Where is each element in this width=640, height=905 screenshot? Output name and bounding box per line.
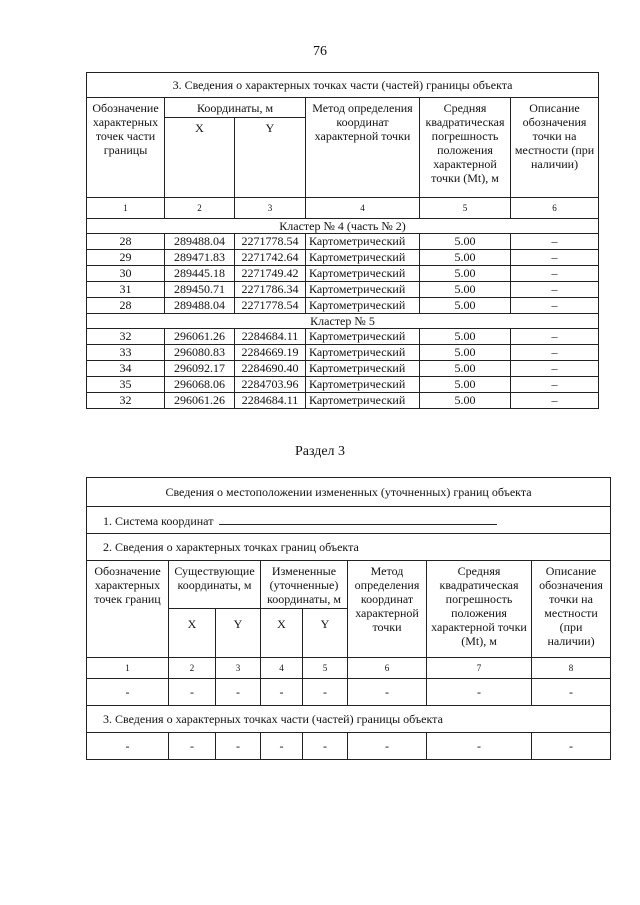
table-title: 3. Сведения о характерных точках части (частей) границы объекта [87,73,599,98]
description: – [511,266,599,282]
column-number: 5 [303,658,348,679]
empty-cell: - [427,733,532,760]
empty-cell: - [303,679,348,706]
table-row [87,282,599,298]
header-existing-y: Y [216,609,261,658]
point-id: 28 [87,298,165,314]
empty-cell: - [261,679,303,706]
header-accuracy: Средняя квадратическая погрешность положения характерной точки (Mt), м [427,561,532,658]
column-number: 4 [261,658,303,679]
method: Картометрический [306,393,420,409]
empty-cell: - [532,679,611,706]
method: Картометрический [306,377,420,393]
column-number: 1 [87,198,165,219]
coord-y: 2271778.54 [235,298,306,314]
coord-x: 296068.06 [165,377,235,393]
accuracy: 5.00 [420,393,511,409]
coord-x: 296061.26 [165,329,235,345]
column-number: 2 [169,658,216,679]
empty-cell: - [216,733,261,760]
column-number: 1 [87,658,169,679]
cluster-label: Кластер № 5 [87,314,599,329]
empty-cell: - [348,733,427,760]
section-title: Раздел 3 [294,444,346,459]
table-row [87,250,599,266]
method: Картометрический [306,282,420,298]
column-number: 7 [427,658,532,679]
coord-x: 289471.83 [165,250,235,266]
page-number: 76 [313,44,327,59]
coord-y: 2271778.54 [235,234,306,250]
header-method: Метод определения координат характерной точки [306,98,420,198]
empty-cell: - [169,679,216,706]
parts-heading: 3. Сведения о характерных точках части (частей) границы объекта [87,706,611,733]
points-heading: 2. Сведения о характерных точках границ объекта [87,534,611,561]
column-number: 8 [532,658,611,679]
accuracy: 5.00 [420,266,511,282]
point-id: 28 [87,234,165,250]
description: – [511,345,599,361]
point-id: 35 [87,377,165,393]
empty-cell: - [87,679,169,706]
empty-cell: - [532,733,611,760]
accuracy: 5.00 [420,345,511,361]
description: – [511,250,599,266]
point-id: 33 [87,345,165,361]
table-row [87,345,599,361]
point-id: 29 [87,250,165,266]
description: – [511,393,599,409]
column-number: 3 [216,658,261,679]
header-changed-y: Y [303,609,348,658]
method: Картометрический [306,234,420,250]
header-points: Обозначение характерных точек части границы [87,98,165,198]
header-x: X [165,118,235,198]
column-number: 2 [165,198,235,219]
header-coords: Координаты, м [165,98,306,118]
description: – [511,361,599,377]
coordinate-system-row [87,507,611,534]
table-row [87,377,599,393]
table-row [87,361,599,377]
header-accuracy: Средняя квадратическая погрешность положения характерной точки (Mt), м [420,98,511,198]
description: – [511,377,599,393]
accuracy: 5.00 [420,250,511,266]
accuracy: 5.00 [420,361,511,377]
header-changed-x: X [261,609,303,658]
coordinate-system-blank [219,512,497,525]
cluster-label: Кластер № 4 (часть № 2) [87,219,599,234]
coord-y: 2284703.96 [235,377,306,393]
point-id: 32 [87,393,165,409]
header-points: Обозначение характерных точек границ [87,561,169,658]
accuracy: 5.00 [420,282,511,298]
empty-cell: - [169,733,216,760]
accuracy: 5.00 [420,329,511,345]
table-row [87,393,599,409]
coord-x: 289450.71 [165,282,235,298]
column-number: 6 [348,658,427,679]
method: Картометрический [306,298,420,314]
method: Картометрический [306,345,420,361]
coord-y: 2284669.19 [235,345,306,361]
coord-x: 296092.17 [165,361,235,377]
accuracy: 5.00 [420,234,511,250]
coord-y: 2284684.11 [235,393,306,409]
description: – [511,298,599,314]
empty-cell: - [303,733,348,760]
coord-x: 289488.04 [165,298,235,314]
coord-y: 2271742.64 [235,250,306,266]
column-number: 4 [306,198,420,219]
changed-boundaries-table [86,477,611,760]
point-id: 30 [87,266,165,282]
column-number: 3 [235,198,306,219]
empty-cell: - [348,679,427,706]
point-id: 34 [87,361,165,377]
table-row [87,266,599,282]
empty-cell: - [427,679,532,706]
empty-cell: - [261,733,303,760]
description: – [511,282,599,298]
table-row [87,234,599,250]
column-number: 5 [420,198,511,219]
header-description: Описание обозначения точки на местности (при наличии) [532,561,611,658]
description: – [511,234,599,250]
method: Картометрический [306,250,420,266]
description: – [511,329,599,345]
accuracy: 5.00 [420,298,511,314]
coordinate-system-label: 1. Система координат [103,514,214,528]
accuracy: 5.00 [420,377,511,393]
empty-cell: - [216,679,261,706]
header-existing: Существующие координаты, м [169,561,261,609]
header-description: Описание обозначения точки на местности (при наличии) [511,98,599,198]
coord-y: 2284684.11 [235,329,306,345]
coord-y: 2271786.34 [235,282,306,298]
coord-y: 2271749.42 [235,266,306,282]
coord-x: 296061.26 [165,393,235,409]
coord-y: 2284690.40 [235,361,306,377]
column-number: 6 [511,198,599,219]
column-numbers-row [87,658,611,679]
coord-x: 296080.83 [165,345,235,361]
part-boundary-points-table [86,72,599,409]
method: Картометрический [306,329,420,345]
method: Картометрический [306,361,420,377]
method: Картометрический [306,266,420,282]
header-existing-x: X [169,609,216,658]
empty-cell: - [87,733,169,760]
table-row [87,329,599,345]
coord-x: 289488.04 [165,234,235,250]
table-row [87,733,611,760]
header-y: Y [235,118,306,198]
header-method: Метод определения координат характерной точки [348,561,427,658]
header-changed: Измененные (уточненные) координаты, м [261,561,348,609]
coord-x: 289445.18 [165,266,235,282]
table-row [87,298,599,314]
point-id: 31 [87,282,165,298]
point-id: 32 [87,329,165,345]
table-row [87,679,611,706]
table-title: Сведения о местоположении измененных (уточненных) границ объекта [87,478,611,507]
